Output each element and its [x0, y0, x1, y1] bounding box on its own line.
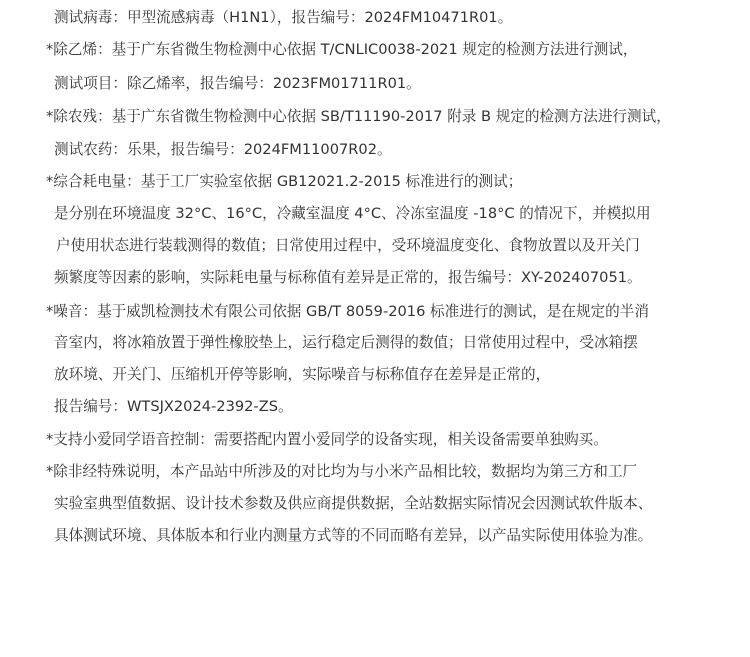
note-line-general-data-sources: 实验室典型值数据、设计技术参数及供应商提供数据，全站数据实际情况会因测试软件版本、 [54, 495, 653, 512]
note-line-power-report: 频繁度等因素的影响，实际耗电量与标称值有差异是正常的，报告编号：XY-202407051。 [54, 269, 642, 286]
note-line-ethylene-report: 测试项目：除乙烯率，报告编号：2023FM01711R01。 [54, 75, 421, 92]
note-line-noise-variance: 放环境、开关门、压缩机开停等影响，实际噪音与标称值存在差异是正常的， [54, 366, 551, 383]
note-line-general-disclaimer: *除非经特殊说明，本产品站中所涉及的对比均为与小米产品相比较，数据均为第三方和工厂 [46, 463, 638, 480]
note-line-voice-control: *支持小爱同学语音控制：需要搭配内置小爱同学的设备实现，相关设备需要单独购买。 [46, 431, 608, 448]
note-line-pesticide-removal: *除农残：基于广东省微生物检测中心依据 SB/T11190-2017 附录 B 规定的检测方法进行测试， [46, 108, 671, 125]
note-line-noise-conditions: 音室内，将冰箱放置于弹性橡胶垫上，运行稳定后测得的数值；日常使用过程中，受冰箱摆 [54, 334, 638, 351]
note-line-power-consumption: *综合耗电量：基于工厂实验室依据 GB12021.2-2015 标准进行的测试； [46, 173, 523, 190]
note-line-power-conditions: 是分别在环境温度 32°C、16°C，冷藏室温度 4°C、冷冻室温度 -18°C 的情况下，并模拟用 [54, 205, 651, 222]
note-line-noise: *噪音：基于威凯检测技术有限公司依据 GB/T 8059-2016 标准进行的测试，是在规定的半消 [46, 303, 649, 320]
note-line-virus-test: 测试病毒：甲型流感病毒（H1N1），报告编号：2024FM10471R01。 [54, 9, 513, 26]
note-line-power-usage: 户使用状态进行装载测得的数值；日常使用过程中，受环境温度变化、食物放置以及开关门 [56, 237, 640, 254]
note-line-pesticide-report: 测试农药：乐果，报告编号：2024FM11007R02。 [54, 141, 392, 158]
note-line-general-variance: 具体测试环境、具体版本和行业内测量方式等的不同而略有差异，以产品实际使用体验为准。 [54, 527, 653, 544]
note-line-noise-report: 报告编号：WTSJX2024-2392-ZS。 [54, 398, 293, 415]
note-line-ethylene-removal: *除乙烯：基于广东省微生物检测中心依据 T/CNLIC0038-2021 规定的检测方法进行测试， [46, 41, 638, 58]
